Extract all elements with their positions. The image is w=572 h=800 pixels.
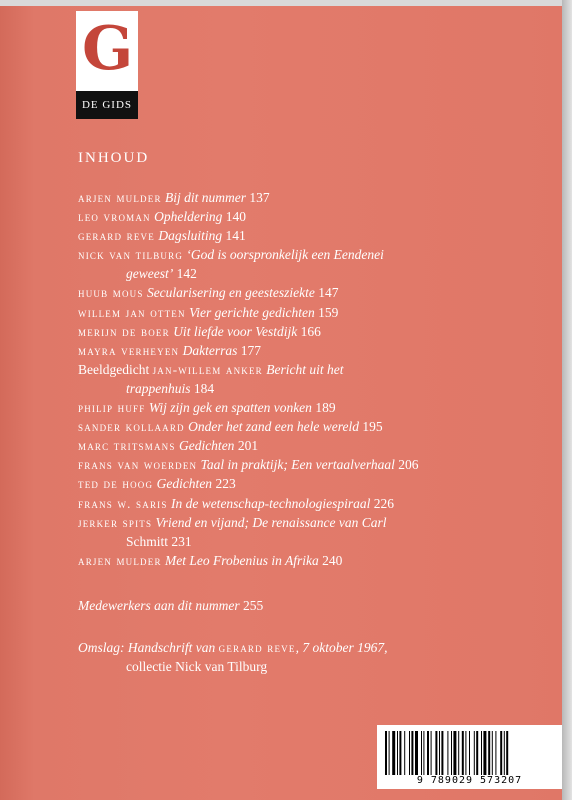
toc-title: Gedichten xyxy=(156,476,213,492)
barcode-bar xyxy=(483,731,486,775)
barcode-bar xyxy=(492,731,493,775)
barcode-bar xyxy=(399,731,401,775)
toc-entry xyxy=(78,226,458,245)
toc-entry xyxy=(78,264,458,283)
cover-note-date: , 7 oktober 1967, xyxy=(295,640,388,655)
logo-box xyxy=(76,11,138,91)
toc-page: 177 xyxy=(240,342,261,358)
toc-page: 231 xyxy=(171,533,192,549)
toc-entry xyxy=(78,551,458,570)
barcode-bar xyxy=(385,731,387,775)
page-edge-top xyxy=(0,0,572,6)
toc-title: Bericht uit het xyxy=(266,361,344,377)
barcode-bars xyxy=(385,731,554,775)
barcode-bar xyxy=(389,731,390,775)
toc-title: ‘God is oorspronkelijk een Eendenei xyxy=(186,247,384,263)
toc-entry xyxy=(78,513,458,532)
contributors-title: Medewerkers aan dit nummer xyxy=(78,598,240,613)
barcode-bar xyxy=(421,731,422,775)
barcode-bar xyxy=(397,731,398,775)
toc-author: jan-willem anker xyxy=(152,361,263,377)
barcode-bar xyxy=(500,731,502,775)
toc-page: 226 xyxy=(373,495,395,511)
barcode-bar xyxy=(453,731,456,775)
cover-note-lead: Omslag: Handschrift van xyxy=(78,640,216,655)
toc-page: 206 xyxy=(398,457,419,473)
table-of-contents xyxy=(78,188,458,570)
toc-entry xyxy=(78,532,458,551)
barcode-bar xyxy=(488,731,490,775)
toc-author: ted de hoog xyxy=(78,476,154,492)
toc-page: 137 xyxy=(249,190,270,205)
toc-title: Vier gerichte gedichten xyxy=(189,304,315,320)
barcode-bar xyxy=(439,731,440,775)
toc-author: arjen mulder xyxy=(78,190,162,205)
barcode-bar xyxy=(431,731,432,775)
page-edge-right xyxy=(562,0,572,800)
contributors-line xyxy=(78,598,478,614)
toc-title: In de wetenschap-technologiespiraal xyxy=(170,495,371,511)
toc-title: Vriend en vijand; De renaissance van Carl xyxy=(155,514,387,530)
cover-note-line2: collectie Nick van Tilburg xyxy=(126,659,268,674)
barcode-bar xyxy=(409,731,410,775)
de-gids-logo xyxy=(76,11,138,111)
toc-prefix: Beeldgedicht xyxy=(78,361,150,377)
toc-title: geweest’ xyxy=(126,266,174,282)
cover-note xyxy=(78,638,478,676)
toc-author: willem jan otten xyxy=(78,304,186,320)
toc-author: merijn de boer xyxy=(78,323,170,339)
toc-page: 141 xyxy=(225,228,246,244)
toc-title: Dakterras xyxy=(182,342,238,358)
toc-page: 159 xyxy=(318,304,339,320)
barcode-bar xyxy=(441,731,443,775)
toc-author: jerker spits xyxy=(78,514,153,530)
toc-page: 223 xyxy=(215,476,236,492)
barcode-bar xyxy=(423,731,424,775)
contents-heading: INHOUD xyxy=(78,150,150,166)
toc-title: Uit liefde voor Vestdijk xyxy=(173,323,298,339)
toc-entry xyxy=(78,322,458,341)
barcode-bar xyxy=(447,731,448,775)
toc-author: arjen mulder xyxy=(78,552,162,568)
barcode-bar xyxy=(458,731,459,775)
toc-entry xyxy=(78,207,458,226)
barcode-bar xyxy=(474,731,475,775)
barcode-bar xyxy=(451,731,452,775)
toc-author: mayra verheyen xyxy=(78,342,180,358)
toc-page: 140 xyxy=(225,209,246,225)
barcode-bar xyxy=(465,731,466,775)
toc-page: 195 xyxy=(362,419,383,435)
toc-page: 189 xyxy=(315,400,336,416)
toc-title: Taal in praktijk; Een vertaalverhaal xyxy=(200,457,395,473)
barcode-bar xyxy=(411,731,413,775)
toc-entry xyxy=(78,436,458,455)
toc-entry xyxy=(78,398,458,417)
toc-entry xyxy=(78,474,458,493)
barcode-bar xyxy=(506,731,508,775)
barcode xyxy=(377,725,562,789)
logo-letter: G xyxy=(82,14,134,84)
barcode-bar xyxy=(476,731,478,775)
barcode-bar xyxy=(462,731,464,775)
toc-entry xyxy=(78,455,458,474)
toc-entry xyxy=(78,494,458,513)
toc-title: Secularisering en geestesziekte xyxy=(146,285,315,301)
toc-title: Opheldering xyxy=(154,209,223,225)
toc-entry xyxy=(78,188,458,207)
toc-title: Met Leo Frobenius in Afrika xyxy=(165,552,319,568)
toc-title-plain: Schmitt xyxy=(126,533,169,549)
toc-author: gerard reve xyxy=(78,228,155,244)
cover-note-author: gerard reve xyxy=(218,640,296,655)
toc-entry xyxy=(78,283,458,302)
barcode-bar xyxy=(495,731,496,775)
barcode-bar xyxy=(392,731,395,775)
toc-page: 147 xyxy=(318,285,339,301)
toc-author: nick van tilburg xyxy=(78,247,184,263)
toc-page: 201 xyxy=(237,438,259,454)
barcode-bar xyxy=(427,731,429,775)
toc-author: huub mous xyxy=(78,285,144,301)
toc-author: marc tritsmans xyxy=(78,438,176,454)
toc-entry xyxy=(78,360,458,379)
toc-page: 142 xyxy=(176,266,197,282)
barcode-bar xyxy=(404,731,405,775)
toc-author: frans van woerden xyxy=(78,457,198,473)
barcode-bar xyxy=(481,731,482,775)
toc-page: 240 xyxy=(322,552,343,568)
toc-title: trappenhuis xyxy=(126,380,191,396)
toc-entry xyxy=(78,303,458,322)
barcode-bar xyxy=(435,731,437,775)
toc-entry xyxy=(78,341,458,360)
logo-label: DE GIDS xyxy=(76,91,138,119)
toc-author: leo vroman xyxy=(78,209,151,225)
barcode-number: 9 789029 573207 xyxy=(416,775,523,786)
toc-page: 166 xyxy=(300,323,321,339)
toc-entry xyxy=(78,245,458,264)
toc-page: 184 xyxy=(193,380,215,396)
toc-entry xyxy=(78,379,458,398)
toc-entry xyxy=(78,417,458,436)
toc-author: frans w. saris xyxy=(78,495,168,511)
toc-title: Wij zijn gek en spatten vonken xyxy=(148,400,312,416)
toc-title: Dagsluiting xyxy=(158,228,223,244)
toc-title: Onder het zand een hele wereld xyxy=(188,419,359,435)
toc-author: philip huff xyxy=(78,400,146,416)
toc-title: Gedichten xyxy=(178,438,235,454)
toc-title: Bij dit nummer xyxy=(165,190,247,205)
barcode-bar xyxy=(504,731,505,775)
barcode-bar xyxy=(469,731,470,775)
toc-author: sander kollaard xyxy=(78,419,185,435)
barcode-bar xyxy=(415,731,418,775)
contributors-page: 255 xyxy=(242,598,264,613)
